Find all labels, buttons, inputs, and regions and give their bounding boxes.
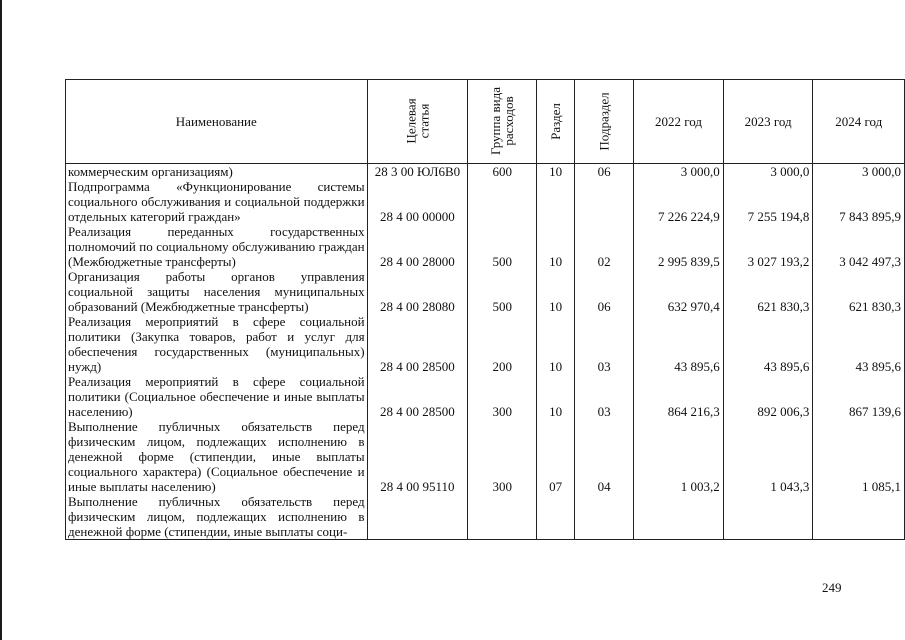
header-subsection: Подраздел — [574, 80, 633, 164]
row-code: 28 4 00 28500 — [367, 314, 468, 374]
row-2023: 43 895,6 — [723, 314, 813, 374]
row-subsection — [574, 179, 633, 224]
table-row — [66, 164, 905, 180]
row-2022: 864 216,3 — [634, 374, 724, 419]
row-name: Реализация мероприятий в сфере социальной политики (Закупка товаров, работ и услуг для обеспечения государственных (муниципальных) нужд) — [66, 314, 368, 374]
row-code: 28 4 00 95110 — [367, 419, 468, 494]
row-name: Подпрограмма «Функционирование системы социального обслуживания и социальной поддержки отдельных категорий граждан» — [66, 179, 368, 224]
row-2024: 1 085,1 — [813, 419, 905, 494]
budget-table — [65, 79, 905, 540]
row-name: коммерческим организациям) — [66, 164, 368, 180]
row-2023: 7 255 194,8 — [723, 179, 813, 224]
row-group: 300 — [468, 374, 537, 419]
row-2024 — [813, 494, 905, 540]
header-2023: 2023 год — [723, 80, 813, 164]
row-2024: 867 139,6 — [813, 374, 905, 419]
row-name: Реализация мероприятий в сфере социальной политики (Социальное обеспечение и иные выплаты населению) — [66, 374, 368, 419]
row-2023: 3 027 193,2 — [723, 224, 813, 269]
row-section: 10 — [537, 374, 575, 419]
row-2022: 43 895,6 — [634, 314, 724, 374]
row-group: 200 — [468, 314, 537, 374]
row-subsection: 02 — [574, 224, 633, 269]
row-code: 28 4 00 28080 — [367, 269, 468, 314]
row-group — [468, 179, 537, 224]
table-row — [66, 269, 905, 314]
row-2022: 2 995 839,5 — [634, 224, 724, 269]
row-2023: 621 830,3 — [723, 269, 813, 314]
row-subsection: 03 — [574, 374, 633, 419]
row-2024: 43 895,6 — [813, 314, 905, 374]
header-name: Наименование — [66, 80, 368, 164]
row-group: 600 — [468, 164, 537, 180]
row-section: 07 — [537, 419, 575, 494]
header-2022: 2022 год — [634, 80, 724, 164]
row-name: Реализация переданных государственных полномочий по социальному обслуживанию граждан (Межбюджетные трансферты) — [66, 224, 368, 269]
row-section: 10 — [537, 224, 575, 269]
row-subsection: 03 — [574, 314, 633, 374]
row-2022: 3 000,0 — [634, 164, 724, 180]
row-code: 28 4 00 00000 — [367, 179, 468, 224]
header-row — [66, 80, 905, 164]
table-row — [66, 419, 905, 494]
table-row — [66, 224, 905, 269]
row-section — [537, 494, 575, 540]
row-code: 28 4 00 28000 — [367, 224, 468, 269]
row-2022 — [634, 494, 724, 540]
row-name: Выполнение публичных обязательств перед физическим лицом, подлежащих исполнению в денежной форме (стипендии, иные выплаты социального характера) (Социальное обеспечение и иные выплаты населению) — [66, 419, 368, 494]
row-2022: 632 970,4 — [634, 269, 724, 314]
row-2022: 1 003,2 — [634, 419, 724, 494]
row-section: 10 — [537, 269, 575, 314]
row-2023: 892 006,3 — [723, 374, 813, 419]
header-2024: 2024 год — [813, 80, 905, 164]
scan-edge — [0, 0, 2, 640]
row-2023: 1 043,3 — [723, 419, 813, 494]
row-2023 — [723, 494, 813, 540]
row-group: 500 — [468, 224, 537, 269]
row-name: Организация работы органов управления социальной защиты населения муниципальных образований (Межбюджетные трансферты) — [66, 269, 368, 314]
row-2024: 7 843 895,9 — [813, 179, 905, 224]
row-subsection: 04 — [574, 419, 633, 494]
table-row — [66, 374, 905, 419]
table-row — [66, 314, 905, 374]
row-code: 28 4 00 28500 — [367, 374, 468, 419]
row-section — [537, 179, 575, 224]
header-target-article: Целевая статья — [367, 80, 468, 164]
row-subsection: 06 — [574, 164, 633, 180]
row-section: 10 — [537, 164, 575, 180]
row-2024: 3 000,0 — [813, 164, 905, 180]
row-group: 300 — [468, 419, 537, 494]
row-code — [367, 494, 468, 540]
page-number: 249 — [822, 580, 842, 595]
header-section: Раздел — [537, 80, 575, 164]
table-row — [66, 494, 905, 540]
row-2022: 7 226 224,9 — [634, 179, 724, 224]
row-2024: 3 042 497,3 — [813, 224, 905, 269]
row-subsection — [574, 494, 633, 540]
table-row — [66, 179, 905, 224]
row-name: Выполнение публичных обязательств перед физическим лицом, подлежащих исполнению в денежной форме (стипендии, иные выплаты соци- — [66, 494, 368, 540]
row-subsection: 06 — [574, 269, 633, 314]
row-2023: 3 000,0 — [723, 164, 813, 180]
header-expense-group: Группа вида расходов — [468, 80, 537, 164]
row-2024: 621 830,3 — [813, 269, 905, 314]
row-group: 500 — [468, 269, 537, 314]
row-group — [468, 494, 537, 540]
row-section: 10 — [537, 314, 575, 374]
row-code: 28 3 00 ЮЛ6В0 — [367, 164, 468, 180]
